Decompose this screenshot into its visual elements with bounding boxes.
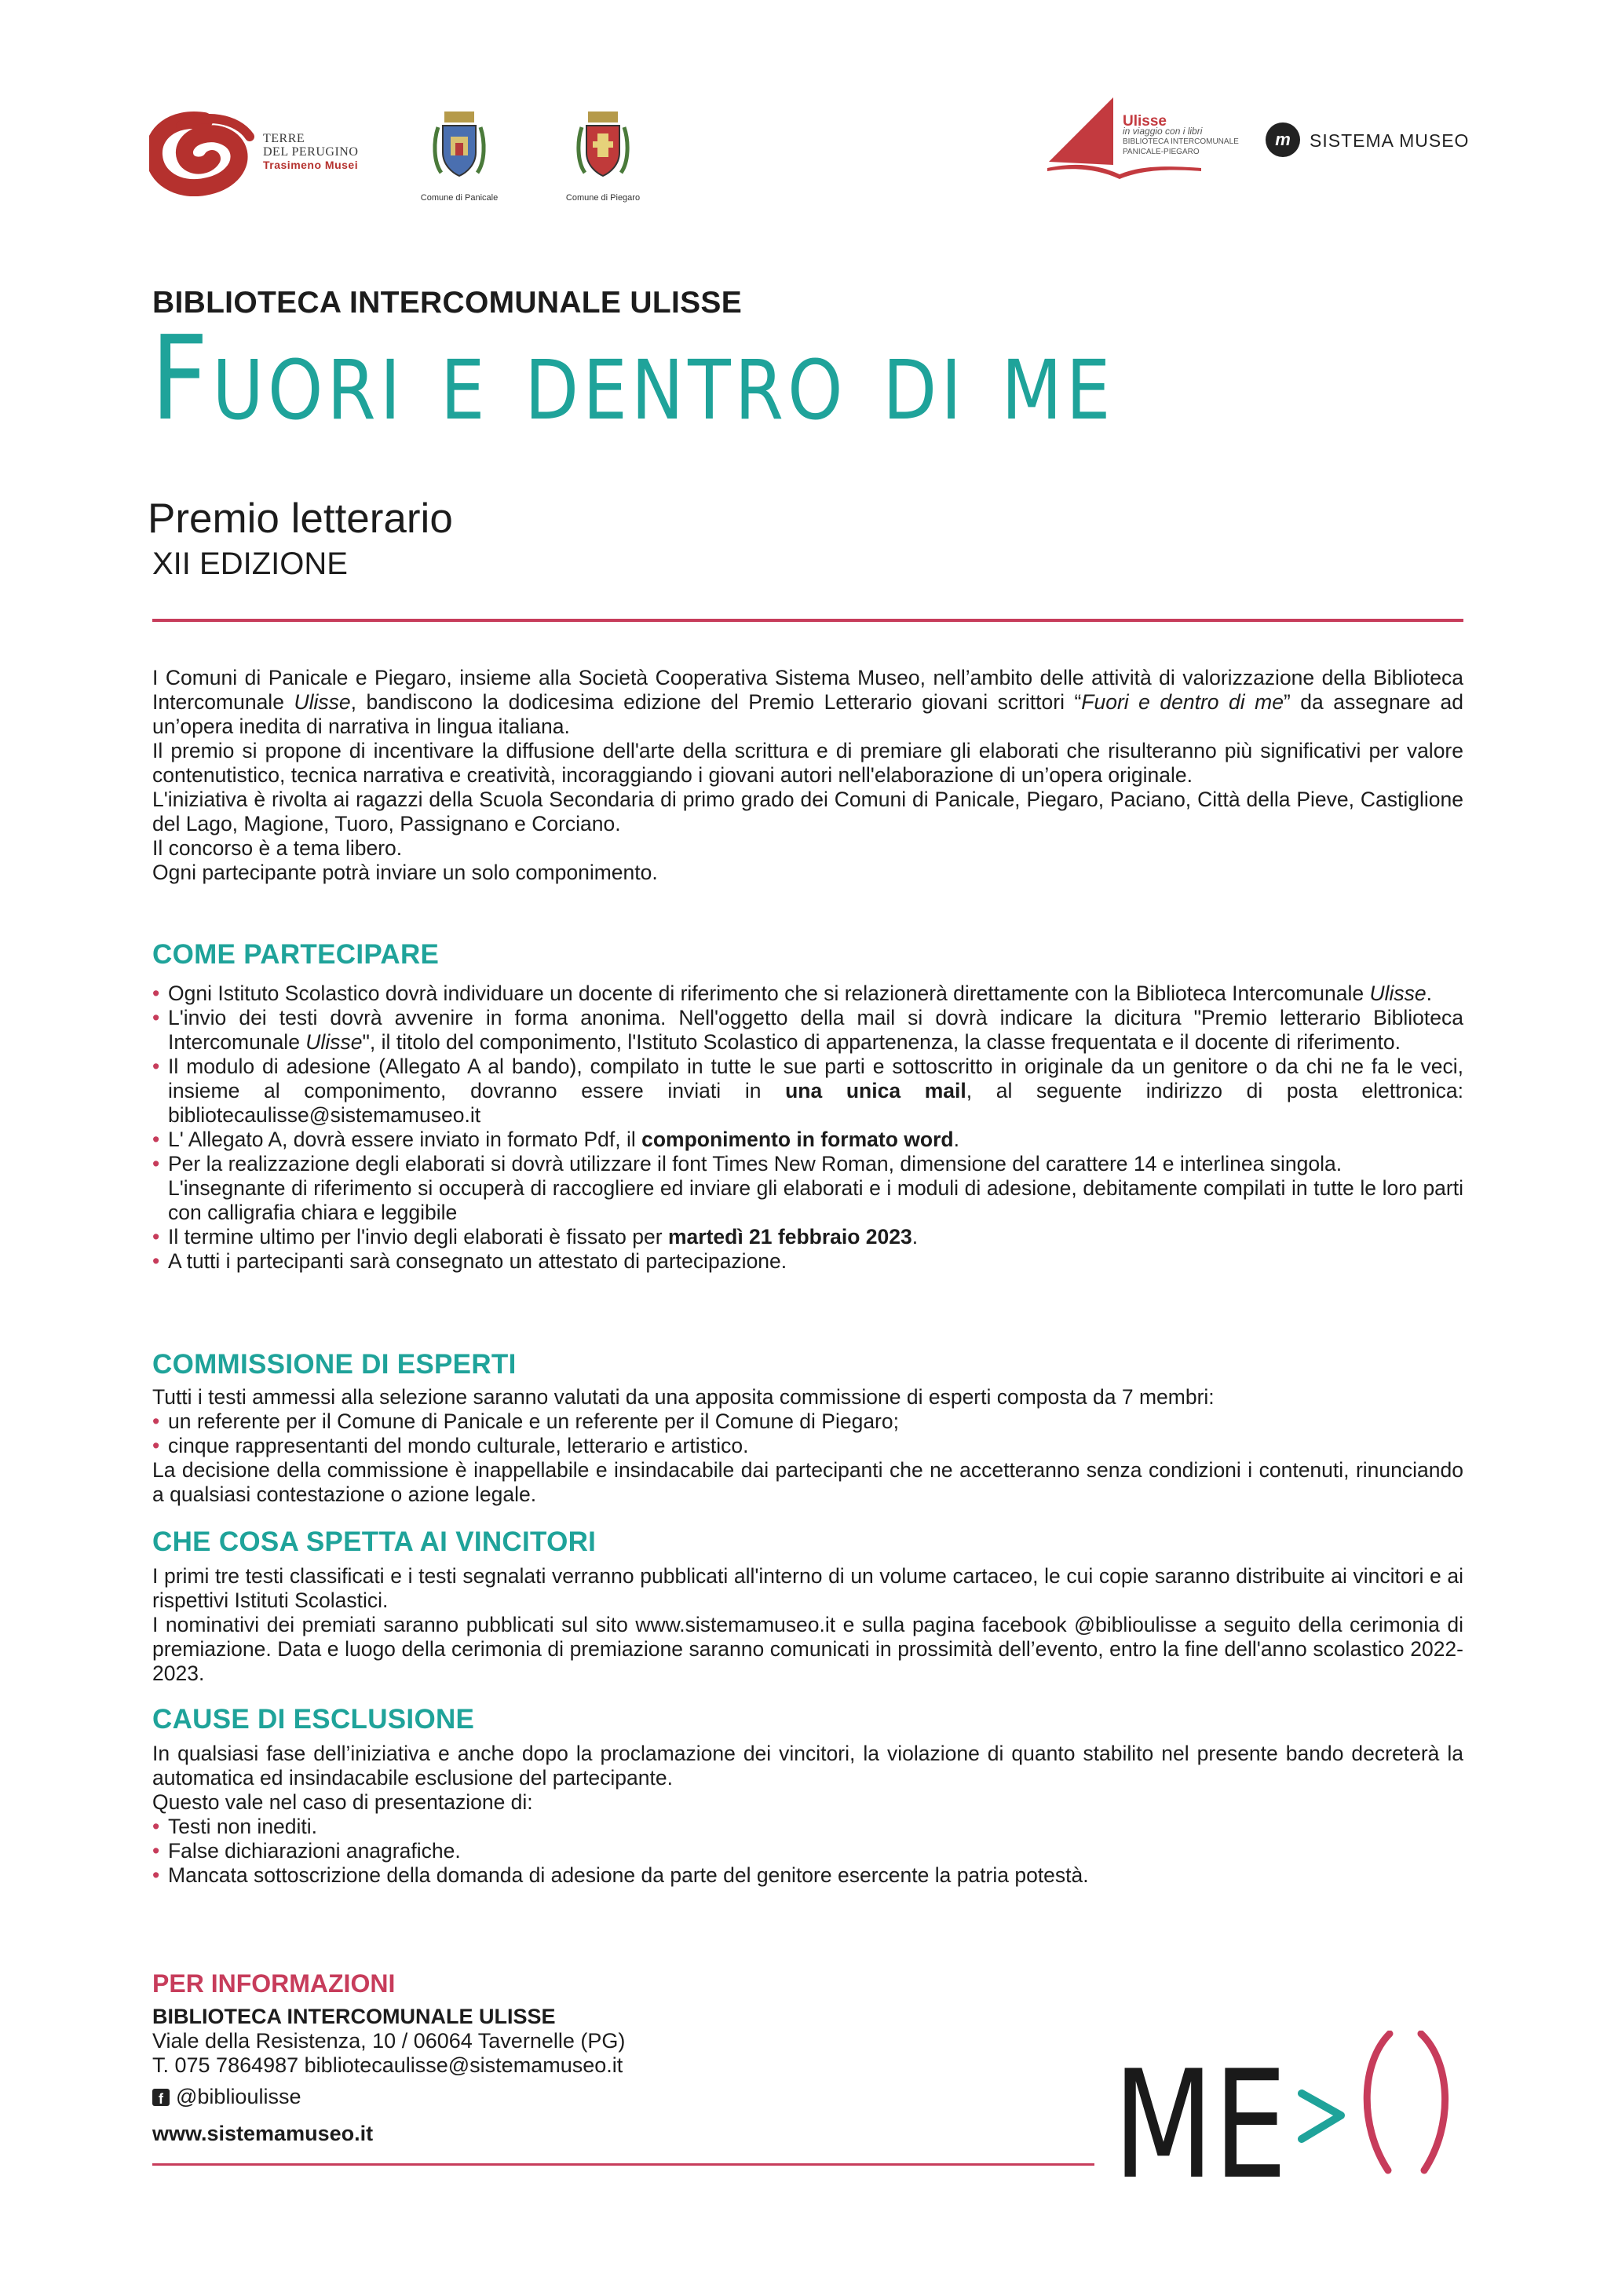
partecipare-b2-ulisse: Ulisse (305, 1030, 363, 1054)
partecipare-b1-b: . (1426, 982, 1432, 1005)
intro-p1-a: I Comuni di Panicale e Piegaro, insieme alla Società Cooperativa Sistema Museo, nell’ambito delle attività di valorizzazione della Biblioteca Intercomunale (152, 666, 1463, 714)
intro-paragraph: L'iniziativa è rivolta ai ragazzi della Scuola Secondaria di primo grado dei Comuni di Panicale, Piegaro, Paciano, Città della Pieve, Castiglione del Lago, Magione, Tuoro, Passignano e Corciano. (152, 788, 1463, 835)
list-item (152, 1055, 1463, 1128)
commissione-block (152, 1385, 1463, 1507)
partecipare-b1-a: Ogni Istituto Scolastico dovrà individuare un docente di riferimento che si relazionerà direttamente con la Biblioteca Intercomunale (168, 982, 1370, 1005)
event-title: Fuori e dentro di me (151, 311, 1115, 446)
sistema-museo-label: SISTEMA MUSEO (1310, 130, 1470, 151)
list-item (152, 1006, 1463, 1055)
ulisse-line2: PANICALE-PIEGARO (1123, 148, 1200, 156)
piegaro-caption: Comune di Piegaro (565, 193, 641, 203)
deadline-date: martedì 21 febbraio 2023 (667, 1225, 912, 1249)
partecipare-b4-bold: componimento in formato word (641, 1128, 954, 1151)
me-logo-graphic (1113, 2031, 1490, 2188)
intro-p1-ulisse: Ulisse (294, 690, 351, 714)
piegaro-crest-icon (574, 110, 632, 182)
list-item (152, 1128, 1463, 1152)
list-item: • un referente per il Comune di Panicale e un referente per il Comune di Piegaro; (152, 1409, 1463, 1434)
vincitori-paragraph: I nominativi dei premiati saranno pubblicati sul sito www.sistemamuseo.it e sulla pagina facebook @biblioulisse a seguito della cerimonia di premiazione. Data e luogo della cerimonia di premiazione saranno comunicati in prossimità dell’evento, entro la fine dell'anno scolastico 2022-2023. (152, 1613, 1463, 1685)
partecipare-b3-a: Il modulo di adesione (Allegato A al bando), compilato in tutte le sue parti e sottoscritto in originale da un genitore o da chi ne fa le veci, insieme al componimento, dovranno essere inviati in (168, 1055, 1463, 1102)
section-heading-vincitori: CHE COSA SPETTA AI VINCITORI (152, 1526, 597, 1557)
partecipare-b2-b: ", il titolo del componimento, l'Istituto Scolastico di appartenenza, la classe frequentata e il docente di riferimento. (362, 1030, 1401, 1054)
me-logo (1113, 2031, 1490, 2188)
esclusione-paragraph: Questo vale nel caso di presentazione di: (152, 1790, 533, 1814)
ulisse-line1: BIBLIOTECA INTERCOMUNALE (1123, 137, 1239, 146)
vincitori-text (152, 1564, 1463, 1686)
list-item: • cinque rappresentanti del mondo culturale, letterario e artistico. (152, 1434, 1463, 1458)
ulisse-name: Ulisse (1123, 113, 1167, 130)
terre-wordmark (263, 132, 358, 172)
facebook-handle: @biblioulisse (176, 2085, 301, 2108)
section-heading-esclusione: CAUSE DI ESCLUSIONE (152, 1704, 475, 1735)
list-item: • Per la realizzazione degli elaborati si dovrà utilizzare il font Times New Roman, dimensione del carattere 14 e interlinea singola. (152, 1152, 1463, 1176)
piegaro-crest (574, 110, 632, 186)
partecipare-b6-a: Il termine ultimo per l'invio degli elaborati è fissato per (168, 1225, 668, 1249)
intro-p1-title: Fuori e dentro di me (1081, 690, 1284, 714)
list-item: • Mancata sottoscrizione della domanda di adesione da parte del genitore esercente la patria potestà. (152, 1863, 1463, 1888)
section-heading-partecipare: COME PARTECIPARE (152, 939, 440, 970)
esclusione-block (152, 1742, 1463, 1888)
list-item: • A tutti i partecipanti sarà consegnato un attestato di partecipazione. (152, 1249, 1463, 1274)
vincitori-paragraph: I primi tre testi classificati e i testi segnalati verranno pubblicati all'interno di un volume cartaceo, le cui copie saranno distribuite ai vincitori e ai rispettivi Istituti Scolastici. (152, 1564, 1463, 1612)
list-item (152, 982, 1463, 1006)
sistema-museo-icon: m (1266, 122, 1300, 157)
terre-line1: TERRE (263, 132, 305, 145)
website-link[interactable]: www.sistemamuseo.it (152, 2122, 374, 2145)
section-heading-commissione: COMMISSIONE DI ESPERTI (152, 1349, 517, 1380)
facebook-link[interactable] (152, 2085, 301, 2109)
partecipare-b3-bold: una unica mail (785, 1079, 966, 1102)
intro-paragraph: Ogni partecipante potrà inviare un solo componimento. (152, 861, 658, 884)
facebook-icon: f (152, 2089, 170, 2106)
event-subtitle: Premio letterario (148, 495, 453, 542)
commissione-outro: La decisione della commissione è inappellabile e insindacabile dai partecipanti che ne accetteranno senza condizioni i contenuti, rinunciando a qualsiasi contestazione o azione legale. (152, 1458, 1463, 1506)
list-item (152, 1225, 1463, 1249)
partecipare-b1-ulisse: Ulisse (1369, 982, 1427, 1005)
intro-p1-b: , bandiscono la dodicesima edizione del Premio Letterario giovani scrittori “ (350, 690, 1082, 714)
intro-paragraph (152, 666, 1463, 739)
header-divider (152, 619, 1463, 622)
sistema-museo-mark (1266, 122, 1300, 157)
intro-paragraph: Il concorso è a tema libero. (152, 836, 403, 860)
partecipare-list (152, 982, 1463, 1274)
ulisse-wordmark (1123, 113, 1239, 157)
partecipare-b4-b: . (953, 1128, 959, 1151)
footer-divider (152, 2163, 1094, 2166)
panicale-caption: Comune di Panicale (420, 193, 499, 203)
contact-name: BIBLIOTECA INTERCOMUNALE ULISSE (152, 2005, 556, 2028)
info-heading: PER INFORMAZIONI (152, 1969, 396, 1998)
intro-paragraph: Il premio si propone di incentivare la diffusione dell'arte della scrittura e di premiare gli elaborati che risulteranno più significativi per valore contenutistico, tecnica narrativa e creatività, incoraggiando i giovani autori nell'elaborazione di un’opera originale. (152, 739, 1463, 787)
partecipare-b3-b: , al seguente indirizzo di posta elettronica: bibliotecaulisse@sistemamuseo.it (168, 1079, 1463, 1127)
partecipare-b4-a: L' Allegato A, dovrà essere inviato in formato Pdf, il (168, 1128, 642, 1151)
library-title: BIBLIOTECA INTERCOMUNALE ULISSE (152, 286, 743, 320)
panicale-crest (430, 110, 488, 186)
esclusione-paragraph: In qualsiasi fase dell’iniziativa e anche dopo la proclamazione dei vincitori, la violazione di quanto stabilito nel presente bando decreterà la automatica ed insindacabile esclusione del partecipante. (152, 1742, 1463, 1790)
contact-block (152, 2005, 625, 2078)
terre-swirl-icon (149, 110, 259, 196)
commissione-intro: Tutti i testi ammessi alla selezione saranno valutati da una apposita commissione di esperti composta da 7 membri: (152, 1385, 1215, 1409)
ulisse-tagline: in viaggio con i libri (1123, 126, 1203, 137)
partecipare-b2-a: L'invio dei testi dovrà avvenire in forma anonima. Nell'oggetto della mail si dovrà indicare la dicitura "Premio letterario Biblioteca Intercomunale (168, 1006, 1463, 1054)
panicale-crest-icon (430, 110, 488, 182)
intro-text (152, 666, 1463, 885)
partecipare-b6-b: . (911, 1225, 919, 1249)
terre-line2: DEL PERUGINO (263, 145, 359, 159)
me-logo-text: ME (1113, 2038, 1288, 2188)
list-item-continuation: L'insegnante di riferimento si occuperà di raccogliere ed inviare gli elaborati e i moduli di adesione, debitamente compilati in tutte le loro parti con calligrafia chiara e leggibile (168, 1176, 1463, 1224)
contact-phone-email[interactable]: T. 075 7864987 bibliotecaulisse@sistemamuseo.it (152, 2053, 623, 2077)
intro-p1-c: ” da assegnare ad un’opera inedita di narrativa in lingua italiana. (152, 690, 1464, 738)
contact-address: Viale della Resistenza, 10 / 06064 Tavernelle (PG) (152, 2029, 626, 2053)
edition-label: XII EDIZIONE (152, 547, 348, 581)
list-item: • False dichiarazioni anagrafiche. (152, 1839, 1463, 1863)
list-item: • Testi non inediti. (152, 1815, 1463, 1839)
terre-line3: Trasimeno Musei (263, 159, 359, 171)
